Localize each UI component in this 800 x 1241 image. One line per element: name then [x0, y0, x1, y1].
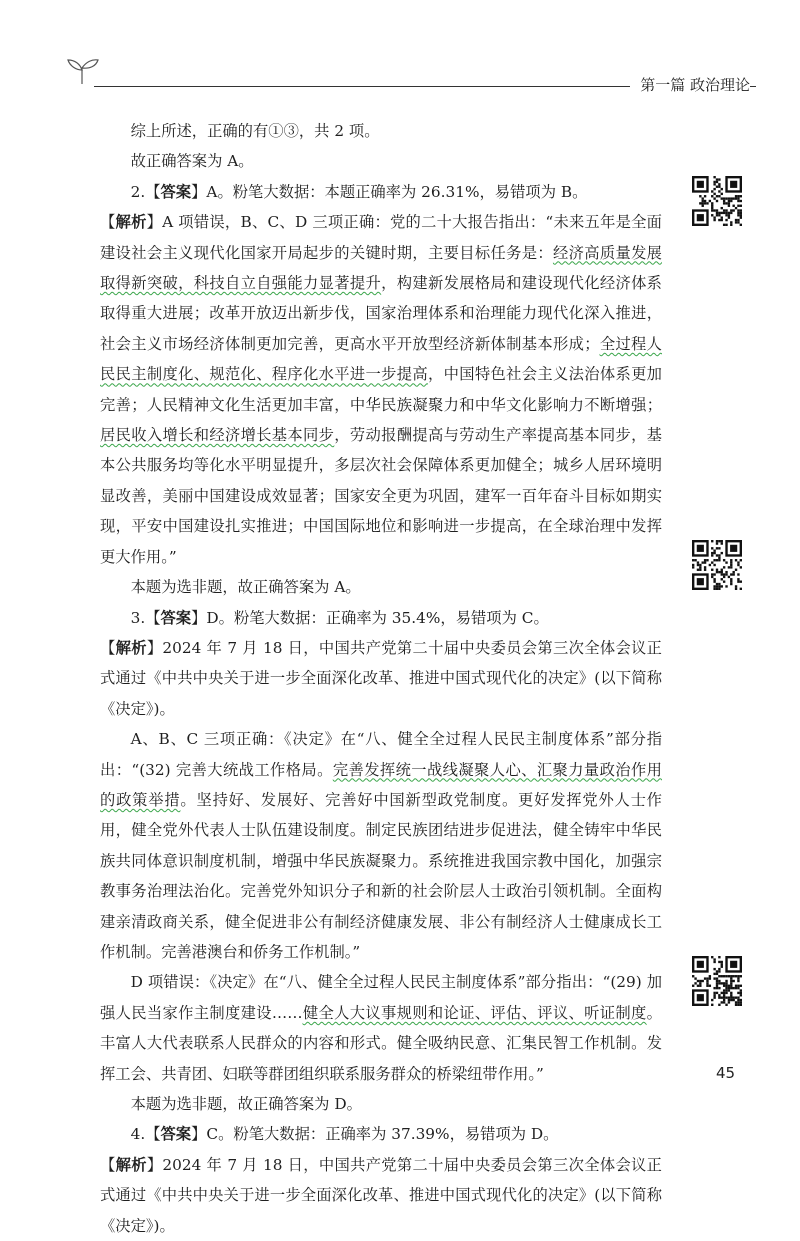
- page-body: [100, 116, 662, 1241]
- page-number: 45: [716, 1064, 736, 1082]
- underlined-text: 全过程人民民主制度化、规范化、程序化水平进一步提高: [100, 334, 662, 384]
- underlined-text: 居民收入增长和经济增长基本同步: [100, 426, 335, 445]
- qr-code-icon[interactable]: [692, 540, 742, 590]
- page-header: [64, 52, 756, 102]
- paragraph: D 项错误：《决定》在“八、健全全过程人民民主制度体系”部分指出：“(29) 加强人民当家作主制度建设……健全人大议事规则和论证、评估、评议、听证制度。丰富人大代表联系人民群众的内容和形式。健全吸纳民意、汇集民智工作机制。发挥工会、共青团、妇联等群团组织联系服务群众的桥梁纽带作用。”: [100, 973, 662, 1083]
- answer-line-q4: 4.【答案】C。粉笔大数据：正确率为 37.39%，易错项为 D。: [130, 1125, 559, 1144]
- analysis-q3: 【解析】2024 年 7 月 18 日，中国共产党第二十届中央委员会第三次全体会议正式通过《中共中央关于进一步全面深化改革、推进中国式现代化的决定》(以下简称《决定》)。: [100, 638, 662, 718]
- answer-line-q2: 2.【答案】A。粉笔大数据：本题正确率为 26.31%，易错项为 B。: [130, 182, 588, 201]
- qr-code-icon[interactable]: [692, 956, 742, 1006]
- paragraph: A、B、C 三项正确：《决定》在“八、健全全过程人民民主制度体系”部分指出：“(32) 完善大统战工作格局。完善发挥统一战线凝聚人心、汇聚力量政治作用的政策举措。坚持好、发展好、完善好中国新型政党制度。更好发挥党外人士作用，健全党外代表人士队伍建设制度。制定民族团结进步促进法，健全铸牢中华民族共同体意识制度机制，增强中华民族凝聚力。系统推进我国宗教中国化，加强宗教事务治理法治化。完善党外知识分子和新的社会阶层人士政治引领机制。全面构建亲清政商关系，健全促进非公有制经济健康发展、非公有制经济人士健康成长工作机制。完善港澳台和侨务工作机制。”: [100, 730, 662, 961]
- analysis-q2: 【解析】A 项错误，B、C、D 三项正确：党的二十大报告指出：“未来五年是全面建设社会主义现代化国家开局起步的关键时期，主要目标任务是：经济高质量发展取得新突破，科技自立自强能力显著提升，构建新发展格局和建设现代化经济体系取得重大进展；改革开放迈出新步伐，国家治理体系和治理能力现代化深入推进，社会主义市场经济体制更加完善，更高水平开放型经济新体制基本形成；全过程人民民主制度化、规范化、程序化水平进一步提高，中国特色社会主义法治体系更加完善；人民精神文化生活更加丰富，中华民族凝聚力和中华文化影响力不断增强；居民收入增长和经济增长基本同步，劳动报酬提高与劳动生产率提高基本同步，基本公共服务均等化水平明显提升，多层次社会保障体系更加健全；城乡人居环境明显改善，美丽中国建设成效显著；国家安全更为巩固，建军一百年奋斗目标如期实现，平安中国建设扎实推进；中国国际地位和影响进一步提高，在全球治理中发挥更大作用。”: [100, 213, 662, 566]
- underlined-text: 健全人大议事规则和论证、评估、评议、听证制度: [302, 1003, 647, 1022]
- sprout-icon: [64, 56, 100, 86]
- paragraph: 综上所述，正确的有①③，共 2 项。: [130, 122, 380, 140]
- underlined-text: 完善发挥统一战线凝聚人心、汇聚力量政治作用的政策举措: [100, 760, 662, 809]
- underlined-text: 经济高质量发展取得新突破，科技自立自强能力显著提升: [100, 243, 662, 293]
- analysis-q4: 【解析】2024 年 7 月 18 日，中国共产党第二十届中央委员会第三次全体会议正式通过《中共中央关于进一步全面深化改革、推进中国式现代化的决定》(以下简称《决定》)。: [100, 1155, 662, 1235]
- paragraph: 故正确答案为 A。: [130, 152, 254, 171]
- conclusion-q3: 本题为选非题，故正确答案为 D。: [130, 1095, 362, 1113]
- section-title: 第一篇 政治理论: [630, 74, 750, 95]
- conclusion-q2: 本题为选非题，故正确答案为 A。: [130, 578, 361, 597]
- qr-code-icon[interactable]: [692, 176, 742, 226]
- answer-line-q3: 3.【答案】D。粉笔大数据：正确率为 35.4%，易错项为 C。: [130, 608, 549, 627]
